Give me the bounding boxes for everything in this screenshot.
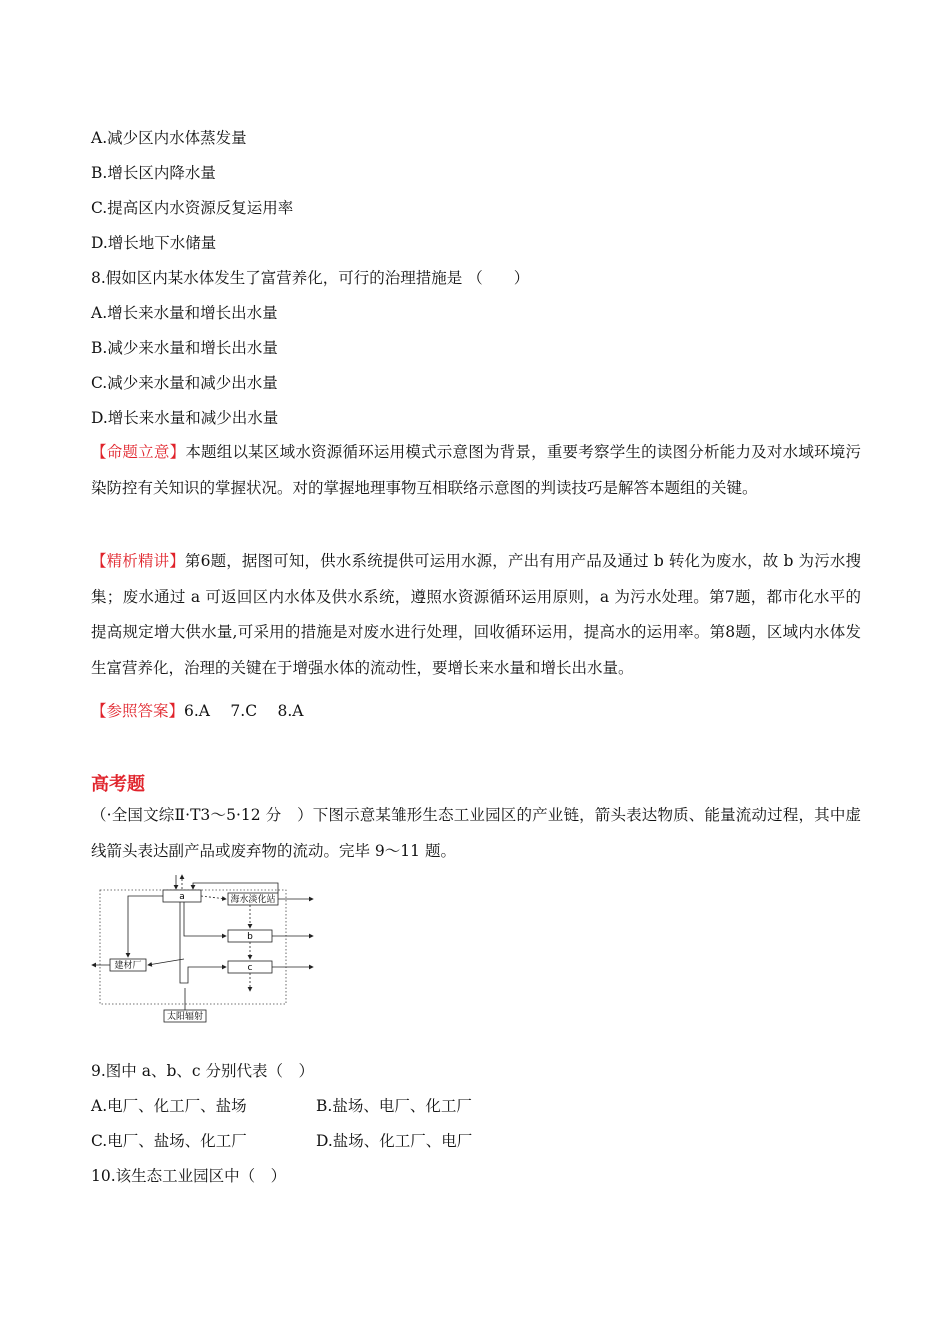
q8-stem: 8.假如区内某水体发生了富营养化，可行的治理措施是 （ ） bbox=[91, 269, 530, 287]
intent-text: 本题组以某区域水资源循环运用模式示意图为背景，重要考察学生的读图分析能力及对水域环境污染防控有关知识的掌握状况。对的掌握地理事物互相联络示意图的判读技巧是解答本题组的关键。 bbox=[91, 443, 861, 497]
q9-option-d: D.盐场、化工厂、电厂 bbox=[316, 1132, 473, 1150]
q9-option-c: C.电厂、盐场、化工厂 bbox=[91, 1132, 247, 1150]
q8-option-d: D.增长来水量和减少出水量 bbox=[91, 409, 279, 427]
q9-option-a: A.电厂、化工厂、盐场 bbox=[91, 1097, 247, 1115]
intent-tag: 【命题立意】 bbox=[91, 443, 186, 461]
section-title: 高考题 bbox=[91, 774, 145, 795]
q7-option-a: A.减少区内水体蒸发量 bbox=[91, 129, 247, 147]
analysis-paragraph bbox=[91, 544, 861, 686]
q7-option-c: C.提高区内水资源反复运用率 bbox=[91, 199, 294, 217]
answer-tag: 【参照答案】 bbox=[91, 702, 185, 720]
q9-option-b: B.盐场、电厂、化工厂 bbox=[316, 1097, 472, 1115]
intent-paragraph bbox=[91, 435, 861, 506]
box-building-materials-label: 建材厂 bbox=[114, 961, 142, 971]
box-c-label: c bbox=[247, 963, 253, 973]
box-b-label: b bbox=[247, 932, 253, 942]
q7-option-d: D.增长地下水储量 bbox=[91, 234, 217, 252]
q8-option-b: B.减少来水量和增长出水量 bbox=[91, 339, 278, 357]
q8-option-a: A.增长来水量和增长出水量 bbox=[91, 304, 278, 322]
intro-paragraph: （·全国文综Ⅱ·T3～5·12 分 ）下图示意某雏形生态工业园区的产业链，箭头表达物质、能量流动过程，其中虚线箭头表达副产品或废弃物的流动。完毕 9～11 题。 bbox=[91, 806, 861, 860]
analysis-text: 第6题，据图可知，供水系统提供可运用水源，产出有用产品及通过 b 转化为废水，故 b 为污水搜集；废水通过 a 可返回区内水体及供水系统，遵照水资源循环运用原则，a 为污水处理。第7题，都市化水平的提高规定增大供水量,可采用的措施是对废水进行处理，回收循环运用，提高水的运用率。第8题，区域内水体发生富营养化，治理的关键在于增强水体的流动性，要增长来水量和增长出水量。 bbox=[91, 552, 861, 677]
q8-option-c: C.减少来水量和减少出水量 bbox=[91, 374, 278, 392]
box-a-label: a bbox=[179, 892, 185, 902]
box-desalination-label: 海水淡化站 bbox=[230, 895, 276, 905]
box-solar-label: 太阳辐射 bbox=[166, 1012, 204, 1022]
q9-stem: 9.图中 a、b、c 分别代表（ ） bbox=[91, 1062, 314, 1080]
analysis-tag: 【精析精讲】 bbox=[91, 552, 185, 570]
q7-option-b: B.增长区内降水量 bbox=[91, 164, 216, 182]
answer-line bbox=[91, 701, 303, 721]
answer-text: 6.A 7.C 8.A bbox=[184, 702, 304, 720]
q10-stem: 10.该生态工业园区中（ ） bbox=[91, 1167, 287, 1185]
industry-chain-diagram bbox=[88, 873, 328, 1023]
